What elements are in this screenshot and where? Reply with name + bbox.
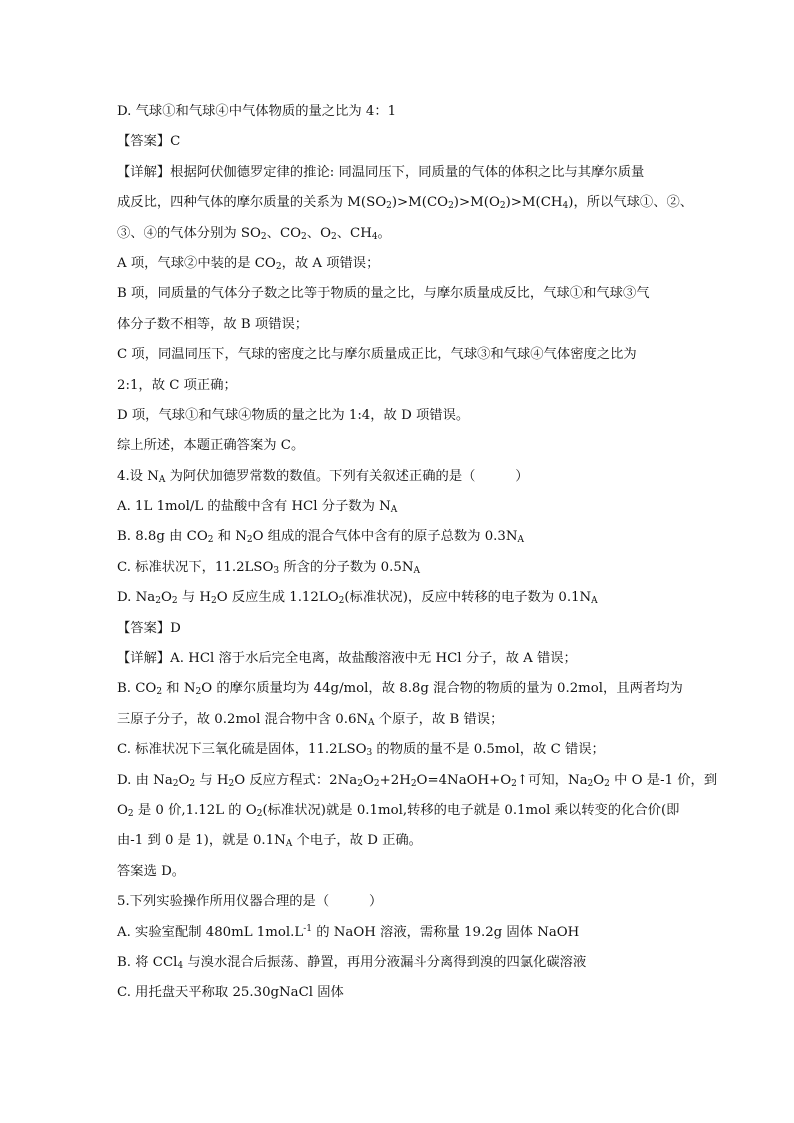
text-line: 【详解】A. HCl 溶于水后完全电离，故盐酸溶液中无 HCl 分子，故 A 错误； xyxy=(117,651,577,667)
text-line: B. 将 CCl$_4$ 与溴水混合后振荡、静置，再用分液漏斗分离得到溴的四氯化碳溶液 xyxy=(117,954,587,971)
text-line: C. 用托盘天平称取 25.30gNaCl 固体 xyxy=(117,985,344,1001)
text-line: 5.下列实验操作所用仪器合理的是（ ） xyxy=(117,894,383,910)
text-line: C 项，同温同压下，气球的密度之比与摩尔质量成正比，气球③和气球④气体密度之比为 xyxy=(117,347,637,363)
text-line: A. 实验室配制 480mL $1mol.L^{-1}$ 的 NaOH 溶液，需称量 19.2g 固体 NaOH xyxy=(117,923,580,940)
text-line: 三原子分子，故 0.2mol 混合物中含 $0.6N_A$ 个原子，故 B 错误； xyxy=(117,711,504,728)
text-line: B. 8.8g 由 $CO_2$ 和 $N_2O$ 组成的混合气体中含有的原子总数为 $0.3N_A$ xyxy=(117,529,525,546)
text-line: D. 气球①和气球④中气体物质的量之比为 4：1 xyxy=(117,104,397,119)
text-line: 由-1 到 0 是 1)，就是 $0.1N_A$ 个电子，故 D 正确。 xyxy=(117,833,422,850)
text-line: 成反比，四种气体的摩尔质量的关系为 $M(SO_2)>M(CO_2)>M(O_2)>M(CH_4)$，所以气球①、②、 xyxy=(117,195,694,212)
text-line: C. 标准状况下，$11.2LSO_3$ 所含的分子数为 $0.5N_A$ xyxy=(117,559,420,576)
text-line: D. $Na_2O_2$ 与 $H_2O$ 反应生成 $1.12LO_2$(标准状况)，反应中转移的电子数为 $0.1N_A$ xyxy=(117,590,598,607)
text-line: A 项，气球②中装的是 $CO_2$，故 A 项错误； xyxy=(117,255,380,272)
text-line: B. $CO_2$ 和 $N_2O$ 的摩尔质量均为 44g/mol，故 8.8g 混合物的物质的量为 0.2mol，且两者均为 xyxy=(117,681,683,698)
text-line: 【答案】D xyxy=(117,620,181,636)
document-page xyxy=(117,97,718,1009)
text-line: D 项，气球①和气球④物质的量之比为 1:4，故 D 项错误。 xyxy=(117,407,470,423)
text-line: C. 标准状况下三氧化硫是固体，$11.2LSO_3$ 的物质的量不是 0.5mol，故 C 错误； xyxy=(117,742,605,759)
text-line: D. 由 $Na_2O_2$ 与 $H_2O$ 反应方程式：$2Na_2O_2+2H_2O=4NaOH+O_2↑$可知，$Na_2O_2$ 中 O 是-1 价，到 xyxy=(117,772,718,789)
text-line: 【详解】根据阿伏伽德罗定律的推论: 同温同压下，同质量的气体的体积之比与其摩尔质量 xyxy=(117,164,645,180)
text-line: B 项，同质量的气体分子数之比等于物质的量之比，与摩尔质量成反比，气球①和气球③气 xyxy=(117,286,650,302)
text-line: 4.设 $N_A$ 为阿伏加德罗常数的数值。下列有关叙述正确的是（ ） xyxy=(117,468,529,485)
text-line: A. 1L 1mol/L 的盐酸中含有 HCl 分子数为 $N_A$ xyxy=(117,499,398,516)
text-line: 2:1，故 C 项正确； xyxy=(117,377,237,393)
text-line: 体分子数不相等，故 B 项错误； xyxy=(117,316,309,332)
text-line: 综上所述，本题正确答案为 C。 xyxy=(117,438,305,454)
text-line: 答案选 D。 xyxy=(117,863,186,879)
text-line: $O_2$ 是 0 价,1.12L 的 $O_2$(标准状况)就是 0.1mol,转移的电子就是 0.1mol 乘以转变的化合价(即 xyxy=(117,802,680,819)
text-line: 【答案】C xyxy=(117,134,181,150)
text-line: ③、④的气体分别为 $SO_2$、$CO_2$、$O_2$、$CH_4$。 xyxy=(117,225,391,242)
